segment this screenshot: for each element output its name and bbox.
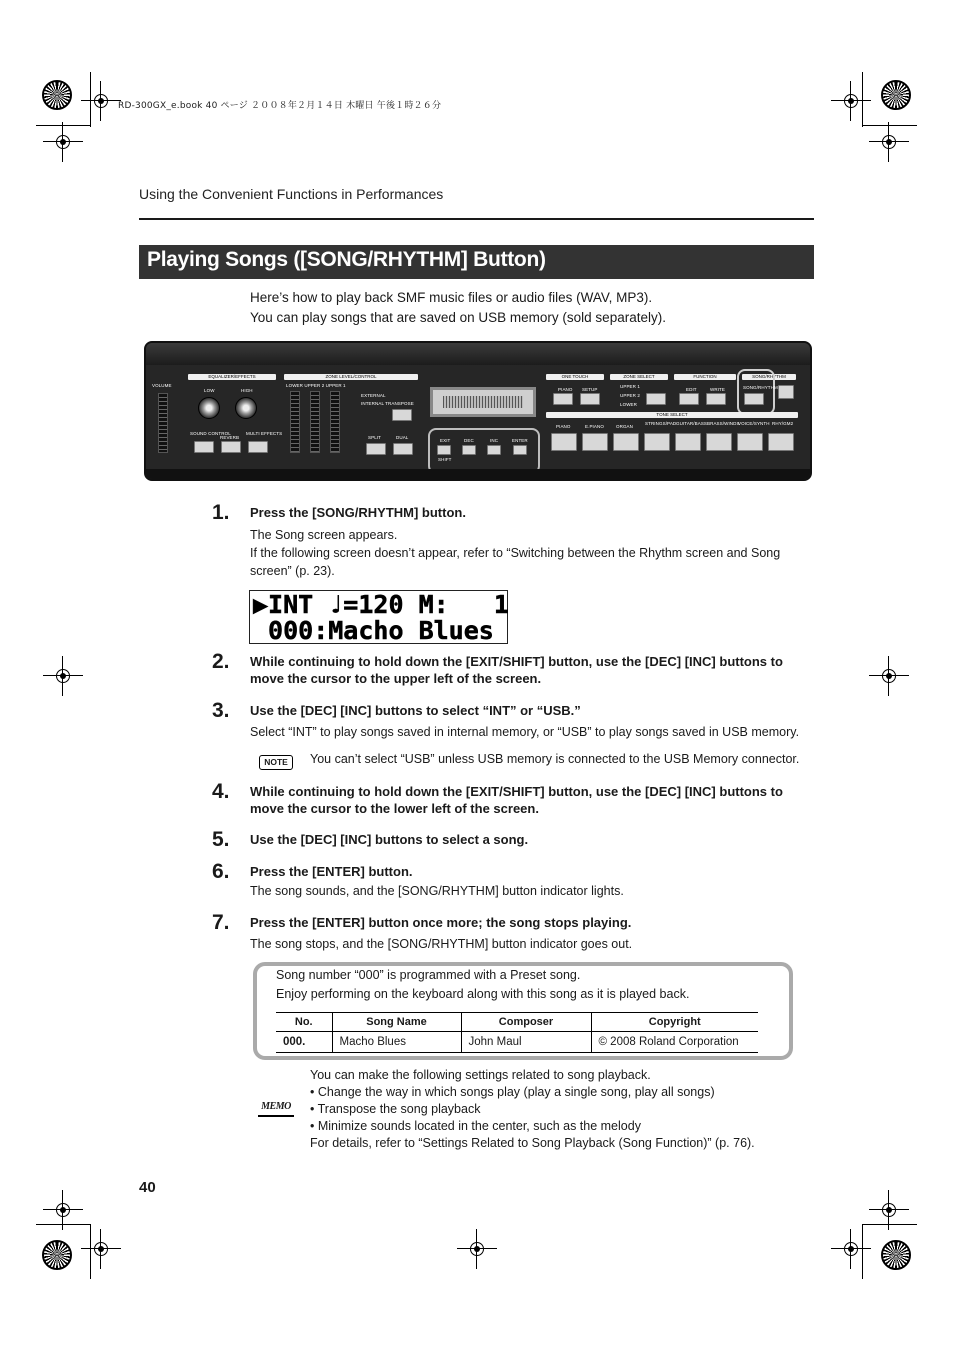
internal-transpose-label: INTERNAL TRANSPOSE	[361, 401, 414, 406]
dec-button[interactable]	[462, 445, 476, 455]
crop-mark-icon	[81, 81, 121, 121]
crop-line	[36, 125, 91, 126]
registration-target-bottom-left	[42, 1240, 72, 1270]
step-title: Press the [ENTER] button.	[250, 864, 413, 879]
step-number: 6.	[212, 860, 230, 883]
header-rule	[139, 218, 814, 220]
panel-illustration	[144, 341, 812, 481]
external-label: EXTERNAL	[361, 393, 386, 398]
intro-line: You can play songs that are saved on USB memory (sold separately).	[250, 310, 666, 325]
volume-label: VOLUME	[152, 383, 172, 388]
step-number: 7.	[212, 911, 230, 934]
page-number: 40	[139, 1179, 156, 1196]
zone-level-label-bar: ZONE LEVEL/CONTROL	[284, 374, 418, 380]
tone-label-voice: VOICE/SYNTH	[738, 421, 770, 426]
intro-line: Here’s how to play back SMF music files or audio files (WAV, MP3).	[250, 290, 653, 305]
crop-line	[862, 1224, 863, 1279]
print-header: RD-300GX_e.book 40 ページ ２００８年２月１４日 木曜日 午後１時２６分	[118, 101, 442, 111]
low-knob[interactable]	[198, 397, 220, 419]
song-screen	[249, 590, 508, 644]
highlight-song-rhythm	[737, 369, 775, 415]
exit-button[interactable]	[437, 445, 451, 455]
memo-text	[310, 1067, 755, 1152]
step-number: 5.	[212, 828, 230, 851]
setup-button[interactable]	[580, 393, 600, 405]
dec-label: DEC	[464, 438, 474, 443]
split-label: SPLIT	[368, 435, 382, 440]
step-body	[250, 526, 810, 580]
memo-icon: MEMO	[258, 1101, 294, 1117]
step-number: 3.	[212, 699, 230, 722]
table-header-row	[276, 1013, 758, 1032]
zone-parts-label: LOWER UPPER 2 UPPER 1	[286, 383, 346, 388]
intro-text	[250, 288, 666, 328]
tone-button-organ[interactable]	[613, 433, 639, 451]
memo-line: • Transpose the song playback	[310, 1102, 481, 1116]
reverb-label: REVERB	[220, 435, 240, 440]
table-row	[276, 1032, 758, 1053]
panel-bottom-edge	[146, 469, 810, 479]
tone-button-epiano[interactable]	[582, 433, 608, 451]
high-label: HIGH	[241, 388, 253, 393]
one-touch-label-bar: ONE TOUCH	[546, 374, 604, 380]
upper2-label: UPPER 2	[620, 393, 640, 398]
memo-line: You can make the following settings related to song playback.	[310, 1068, 651, 1082]
memo-line: • Change the way in which songs play (play a single song, play all songs)	[310, 1085, 715, 1099]
note-icon: NOTE	[259, 755, 293, 770]
column-header: No.	[276, 1013, 332, 1032]
upper2-slider[interactable]	[310, 391, 320, 453]
crop-mark-icon	[831, 1229, 871, 1269]
step-number: 4.	[212, 780, 230, 803]
tone-label-brass: BRASS/WINDS	[707, 421, 740, 426]
memo-line: • Minimize sounds located in the center, such as the melody	[310, 1119, 641, 1133]
page-heading	[139, 245, 814, 279]
write-label: WRITE	[710, 387, 725, 392]
step-title: Use the [DEC] [INC] buttons to select a song.	[250, 832, 529, 847]
registration-target-bottom-right	[881, 1240, 911, 1270]
step-body	[250, 935, 810, 953]
song-screen-line-2: 000:Macho Blues	[253, 616, 494, 645]
step-body-line: The Song screen appears.	[250, 528, 398, 542]
column-header: Composer	[461, 1013, 591, 1032]
lower-label: LOWER	[620, 402, 638, 407]
multi-effects-button[interactable]	[248, 441, 268, 453]
crop-line	[862, 1224, 917, 1225]
table-cell: Macho Blues	[332, 1032, 461, 1053]
step-title: Press the [ENTER] button once more; the song stops playing.	[250, 915, 632, 930]
tone-select-label-bar: TONE SELECT	[546, 412, 798, 418]
sound-control-button[interactable]	[194, 441, 214, 453]
registration-target-top-left	[42, 80, 72, 110]
tone-button-brass[interactable]	[706, 433, 732, 451]
zone-select-button[interactable]	[646, 393, 666, 405]
column-header: Copyright	[591, 1013, 758, 1032]
inc-button[interactable]	[487, 445, 501, 455]
enter-label: ENTER	[512, 438, 528, 443]
piano-onetouch-label: PIANO	[558, 387, 573, 392]
reverb-button[interactable]	[221, 441, 241, 453]
step-number: 2.	[212, 650, 230, 673]
table-cell: 000.	[276, 1032, 332, 1053]
write-button[interactable]	[706, 393, 726, 405]
exit-label: EXIT	[440, 438, 451, 443]
key-button[interactable]	[778, 385, 794, 399]
function-label-bar: FUNCTION	[674, 374, 736, 380]
step-title: Press the [SONG/RHYTHM] button.	[250, 505, 466, 520]
high-knob[interactable]	[235, 397, 257, 419]
one-touch-piano-button[interactable]	[553, 393, 573, 405]
table-cell: © 2008 Roland Corporation	[591, 1032, 758, 1053]
crop-line	[862, 72, 863, 127]
dual-label: DUAL	[396, 435, 409, 440]
step-body-line: Select “INT” to play songs saved in internal memory, or “USB” to play songs saved in USB memory.	[250, 725, 800, 739]
song-screen-line-1: ▶INT ♩=120 M: 1	[253, 590, 509, 619]
zone-select-label-bar: ZONE SELECT	[610, 374, 668, 380]
step-title: While continuing to hold down the [EXIT/SHIFT] button, use the [DEC] [INC] buttons to move the cursor to the lower left of the screen.	[250, 784, 783, 816]
crop-mark-icon	[43, 656, 83, 696]
upper1-slider[interactable]	[330, 391, 340, 453]
preset-song-text	[276, 966, 689, 1004]
tone-button-strings[interactable]	[644, 433, 670, 451]
song-rhythm-button[interactable]	[744, 393, 764, 405]
song-rhythm-label: SONG/RHYTHM	[743, 385, 778, 390]
inc-label: INC	[490, 438, 499, 443]
tone-label-rhy: RHY/GM2	[772, 421, 794, 426]
crop-line	[36, 1224, 91, 1225]
memo-line: For details, refer to “Settings Related to Song Playback (Song Function)” (p. 76).	[310, 1136, 755, 1150]
preset-song-line: Song number “000” is programmed with a Preset song.	[276, 968, 581, 982]
split-button[interactable]	[366, 443, 386, 455]
step-title: Use the [DEC] [INC] buttons to select “INT” or “USB.”	[250, 703, 581, 718]
sound-control-label: SOUND CONTROL	[190, 431, 231, 436]
step-body-line: The song stops, and the [SONG/RHYTHM] button indicator goes out.	[250, 937, 633, 951]
setup-label: SETUP	[582, 387, 598, 392]
upper1-label: UPPER 1	[620, 384, 640, 389]
song-rhythm-label-bar: SONG/RHYTHM	[742, 374, 796, 380]
tone-label-guitar: GUITAR/BASS	[676, 421, 708, 426]
step-body-line: If the following screen doesn’t appear, refer to “Switching between the Rhythm screen and Song screen” (p. 23).	[250, 546, 781, 578]
lower-slider[interactable]	[290, 391, 300, 453]
tone-label-epiano: E.PIANO	[585, 424, 604, 429]
crop-mark-icon	[457, 1229, 497, 1269]
panel-top-strip	[146, 343, 810, 365]
step-body	[250, 723, 810, 741]
crop-line	[90, 1224, 91, 1279]
tone-label-strings: STRINGS/PAD	[645, 421, 677, 426]
multi-effects-label: MULTI EFFECTS	[246, 431, 283, 436]
page-heading-text: Playing Songs ([SONG/RHYTHM] Button)	[147, 248, 546, 271]
crop-mark-icon	[81, 1229, 121, 1269]
edit-label: EDIT	[686, 387, 697, 392]
tone-label-organ: ORGAN	[616, 424, 634, 429]
eq-effects-label-bar: EQUALIZER/EFFECTS	[188, 374, 276, 380]
step-body	[250, 882, 810, 900]
step-title: While continuing to hold down the [EXIT/SHIFT] button, use the [DEC] [INC] buttons to move the cursor to the upper left of the screen.	[250, 654, 783, 686]
column-header: Song Name	[332, 1013, 461, 1032]
preset-song-table	[276, 1012, 758, 1053]
step-body-line: The song sounds, and the [SONG/RHYTHM] button indicator lights.	[250, 884, 624, 898]
tone-button-piano[interactable]	[551, 433, 577, 451]
crop-mark-icon	[869, 122, 909, 162]
crop-line	[90, 72, 91, 127]
tone-button-rhy[interactable]	[768, 433, 794, 451]
dual-button[interactable]	[393, 443, 413, 455]
edit-button[interactable]	[679, 393, 699, 405]
crop-mark-icon	[869, 656, 909, 696]
low-label: LOW	[204, 388, 215, 393]
section-title: Using the Convenient Functions in Performances	[139, 186, 444, 202]
crop-mark-icon	[831, 81, 871, 121]
step-number: 1.	[212, 501, 230, 524]
tone-label-piano: PIANO	[556, 424, 571, 429]
display-window	[430, 387, 536, 417]
registration-target-top-right	[881, 80, 911, 110]
crop-line	[862, 125, 917, 126]
tone-button-guitar[interactable]	[675, 433, 701, 451]
volume-slider[interactable]	[158, 393, 168, 453]
note-text: You can’t select “USB” unless USB memory is connected to the USB Memory connector.	[310, 752, 800, 766]
transpose-button[interactable]	[392, 409, 412, 421]
shift-label: SHIFT	[438, 457, 452, 462]
crop-mark-icon	[43, 122, 83, 162]
tone-button-voice[interactable]	[737, 433, 763, 451]
enter-button[interactable]	[513, 445, 527, 455]
table-cell: John Maul	[461, 1032, 591, 1053]
preset-song-line: Enjoy performing on the keyboard along with this song as it is played back.	[276, 987, 690, 1001]
